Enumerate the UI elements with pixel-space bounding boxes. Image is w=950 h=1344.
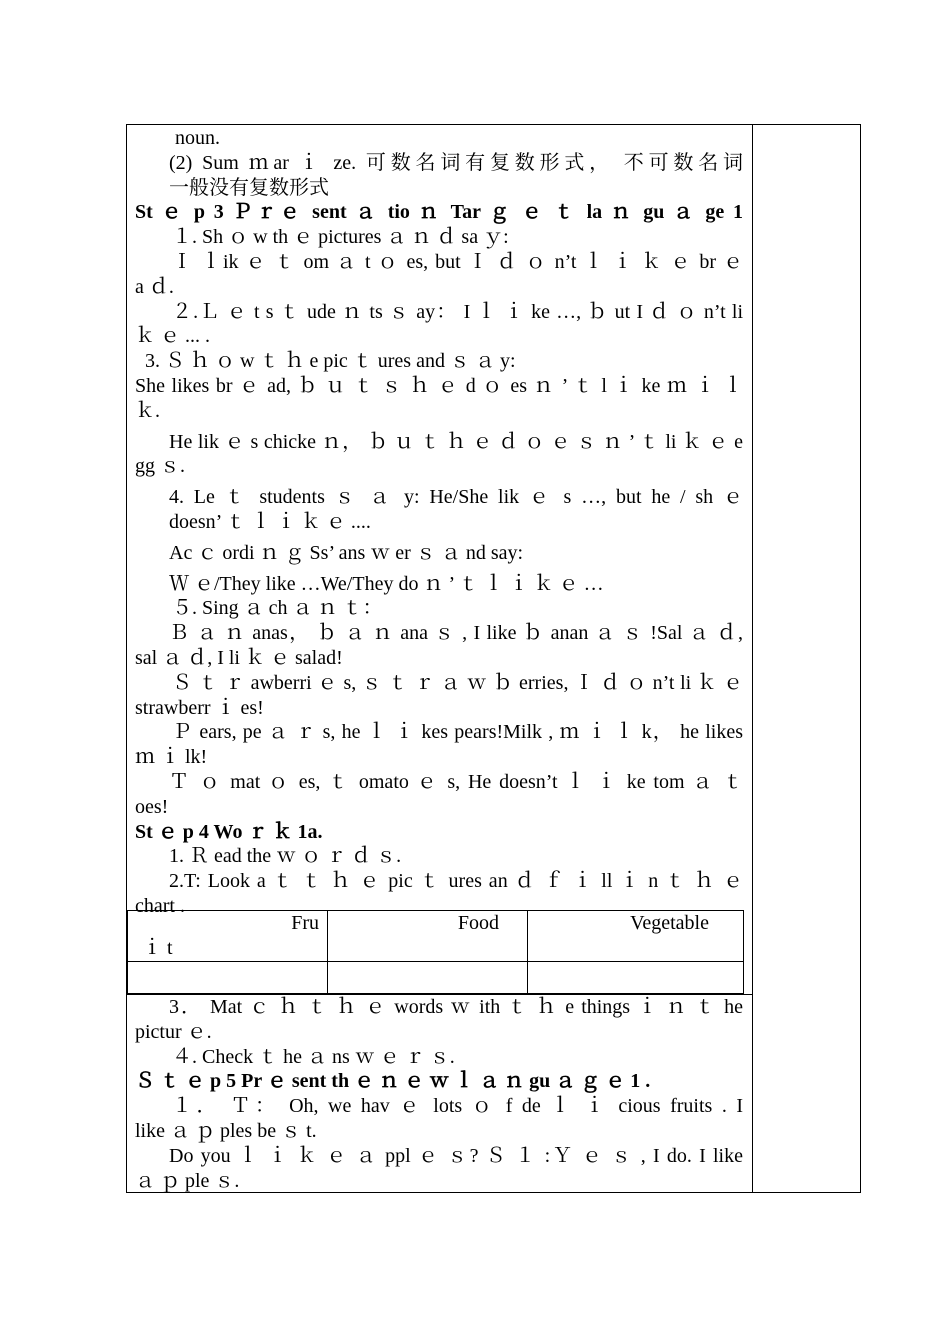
lesson-content-bottom xyxy=(135,995,743,1193)
text-line: oes! xyxy=(135,795,169,818)
text-line: strawberr ｉ es! xyxy=(135,696,264,719)
text-line: Ｔ ｏ mat ｏ es, ｔ omato ｅ s, He doesn’t ｌ ｉ ke tom ａ ｔ xyxy=(169,770,743,793)
text-line: Ac ｃ ordi ｎ ｇ Ss’ ans ｗ er ｓ ａ nd say: xyxy=(169,541,524,564)
text-line: doesn’ ｔ ｌ ｉ ｋ ｅ .... xyxy=(169,510,371,533)
text-line: like ａ ｐ ples be ｓ t. xyxy=(135,1119,317,1142)
text-line: pictur ｅ. xyxy=(135,1020,212,1043)
text-line: sal ａ ｄ, I li ｋ ｅ salad! xyxy=(135,646,343,669)
text-line: 4. Le ｔ students ｓ ａ y: He/She lik ｅ s …, but he / sh ｅ xyxy=(169,486,743,509)
text-line: He lik ｅ s chicke ｎ， ｂ ｕ ｔ ｈ ｅ ｄ ｏ ｅ ｓ ｎ ’ ｔ li ｋ ｅ e xyxy=(169,430,743,453)
step-heading: St ｅ p 4 Wo ｒ ｋ 1a. xyxy=(135,820,323,843)
text-line: ｋ ｅ ... . xyxy=(135,325,210,348)
text-line: She likes br ｅ ad, ｂ ｕ ｔ ｓ ｈ ｅ d ｏ es ｎ ’ ｔ l ｉ ke ｍ ｉ ｌ xyxy=(135,374,743,397)
text-line: a ｄ. xyxy=(135,275,174,298)
category-chart xyxy=(127,910,744,994)
text-line: Ｐ ears, pe ａ ｒ s, he ｌ ｉ kes pears!Milk , ｍ ｉ ｌ k， he likes xyxy=(172,721,743,744)
text-line: 2.T: Look a ｔ ｔ ｈ ｅ pic ｔ ures an ｄ ｆ ｉ ll ｉ n ｔ ｈ ｅ xyxy=(169,870,743,893)
text-line: １. Sh ｏ w th ｅ pictures ａ ｎ ｄ sa ｙ: xyxy=(172,226,509,249)
text-line: Do you ｌ ｉ ｋ ｅ ａ ppl ｅ ｓ? Ｓ １ :Ｙ ｅ ｓ , I do. I like xyxy=(169,1144,743,1167)
text-line: noun. xyxy=(175,127,220,149)
text-line: gg ｓ. xyxy=(135,455,185,478)
step-heading: St ｅ p 3 Ｐｒｅ sent ａ tio ｎ Tar ｇ ｅ ｔ la ｎ gu ａ ge 1 xyxy=(135,201,743,224)
chart-header-row xyxy=(128,911,744,962)
text-line: 一般没有复数形式 xyxy=(169,176,329,199)
text-line: １． Ｔ： Oh, we hav ｅ lots ｏ f de ｌ ｉ cious fruits . I xyxy=(172,1095,743,1118)
notes-column-divider xyxy=(752,124,753,1193)
text-line: Ｗ ｅ/They like …We/They do ｎ ’ ｔ ｌ ｉ ｋ ｅ … xyxy=(169,572,604,595)
chart-header-vegetable: Vegetable xyxy=(528,911,744,962)
text-line: ａ ｐ ple ｓ. xyxy=(135,1169,240,1192)
text-line: Ｓ ｔ ｒ awberri ｅ s, ｓ ｔ ｒ ａ ｗ ｂ erries, Ｉ ｄ ｏ n’t li ｋ ｅ xyxy=(172,671,743,694)
step-heading: Ｓ ｔ ｅ p 5 Pr ｅ sent th ｅ ｎ ｅ ｗ ｌ ａ ｎ gu ａ ｇ ｅ 1 . xyxy=(135,1070,651,1093)
text-line: ｋ. xyxy=(135,399,160,422)
lesson-content-top xyxy=(135,126,743,919)
text-line: Ｂ ａ ｎ anas， ｂ ａ ｎ ana ｓ , I like ｂ anan ａ ｓ !Sal ａ ｄ, xyxy=(169,622,743,645)
text-line: 1. Ｒ ead the ｗ ｏ ｒ ｄ ｓ. xyxy=(169,845,402,868)
chart-empty-row xyxy=(128,962,744,994)
text-line: (2) Sum ｍar ｉ ze. 可数名词有复数形式， 不可数名词 xyxy=(169,151,743,174)
text-line: chart . xyxy=(135,894,185,917)
chart-header-fruit: Fru ｉ t xyxy=(128,911,328,962)
chart-cell[interactable] xyxy=(528,962,744,994)
chart-cell[interactable] xyxy=(128,962,328,994)
text-line: 3. Ｓ ｈ ｏ w ｔ ｈ e pic ｔ ures and ｓ ａ y: xyxy=(145,350,516,373)
text-line: 3． Mat ｃ ｈ ｔ ｈ ｅ words ｗ ith ｔ ｈ e things ｉ ｎ ｔ he xyxy=(169,996,743,1018)
text-line: ｍ ｉ lk! xyxy=(135,746,208,769)
chart-cell[interactable] xyxy=(328,962,528,994)
chart-header-food: Food xyxy=(328,911,528,962)
text-line: Ｉ ｌik ｅ ｔ om ａ t ｏ es, but Ｉ ｄ ｏ n’t ｌ ｉ ｋ ｅ br ｅ xyxy=(172,250,743,273)
text-line: ５. Sing ａ ch ａ ｎ ｔ： xyxy=(172,597,383,620)
text-line: ４. Check ｔ he ａ ns ｗ ｅ ｒ ｓ. xyxy=(172,1045,455,1068)
text-line: ２.Ｌ ｅ t s ｔ ude ｎ ts ｓ ay： I ｌ ｉ ke …, ｂ ut I ｄ ｏ n’t li xyxy=(172,300,743,323)
